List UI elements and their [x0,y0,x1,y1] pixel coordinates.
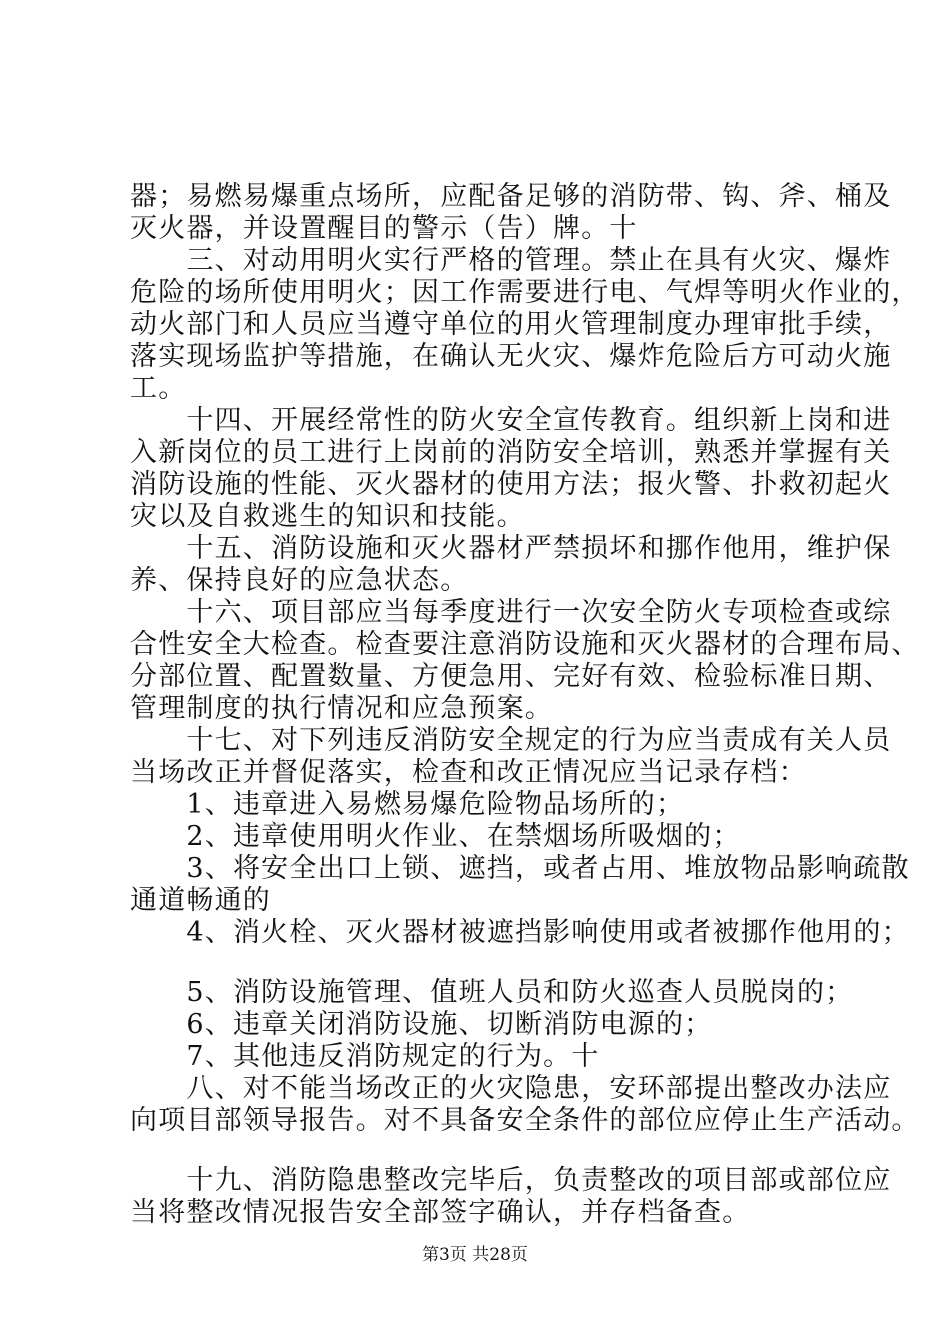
text-line: 危险的场所使用明火；因工作需要进行电、气焊等明火作业的， [130,277,920,308]
text-line: 5、消防设施管理、值班人员和防火巡查人员脱岗的； [130,977,854,1008]
text-line: 工。 [130,373,187,404]
page-number-footer: 第3页 共28页 [422,1245,528,1265]
text-line: 1、违章进入易燃易爆危险物品场所的； [130,789,685,820]
text-line: 十六、项目部应当每季度进行一次安全防火专项检查或综 [130,597,892,628]
text-line: 4、消火栓、灭火器材被遮挡影响使用或者被挪作他用的； [130,917,910,948]
text-line: 动火部门和人员应当遵守单位的用火管理制度办理审批手续， [130,309,892,340]
text-line: 管理制度的执行情况和应急预案。 [130,693,553,724]
text-line: 消防设施的性能、灭火器材的使用方法；报火警、扑救初起火 [130,469,892,500]
text-line: 十五、消防设施和灭火器材严禁损坏和挪作他用，维护保 [130,533,892,564]
text-line: 当场改正并督促落实，检查和改正情况应当记录存档： [130,757,807,788]
text-line: 落实现场监护等措施，在确认无火灾、爆炸危险后方可动火施 [130,341,892,372]
text-line: 合性安全大检查。检查要注意消防设施和灭火器材的合理布局、 [130,629,920,660]
text-line: 通道畅通的 [130,885,271,916]
text-line: 八、对不能当场改正的火灾隐患，安环部提出整改办法应 [130,1073,892,1104]
text-line: 分部位置、配置数量、方便急用、完好有效、检验标准日期、 [130,661,892,692]
text-line: 灾以及自救逃生的知识和技能。 [130,501,525,532]
text-line: 养、保持良好的应急状态。 [130,565,469,596]
text-line: 当将整改情况报告安全部签字确认，并存档备查。 [130,1197,751,1228]
text-line: 7、其他违反消防规定的行为。十 [130,1041,600,1072]
text-line: 十四、开展经常性的防火安全宣传教育。组织新上岗和进 [130,405,892,436]
text-line: 向项目部领导报告。对不具备安全条件的部位应停止生产活动。 [130,1105,920,1136]
text-line: 3、将安全出口上锁、遮挡，或者占用、堆放物品影响疏散 [130,853,910,884]
text-line: 十七、对下列违反消防安全规定的行为应当责成有关人员 [130,725,892,756]
text-line: 器；易燃易爆重点场所，应配备足够的消防带、钩、斧、桶及 [130,181,892,212]
text-line: 2、违章使用明火作业、在禁烟场所吸烟的； [130,821,741,852]
text-line: 6、违章关闭消防设施、切断消防电源的； [130,1009,713,1040]
text-line: 三、对动用明火实行严格的管理。禁止在具有火灾、爆炸 [130,245,892,276]
text-line: 入新岗位的员工进行上岗前的消防安全培训，熟悉并掌握有关 [130,437,892,468]
text-line: 灭火器，并设置醒目的警示（告）牌。十 [130,213,638,244]
text-line: 十九、消防隐患整改完毕后，负责整改的项目部或部位应 [130,1165,892,1196]
